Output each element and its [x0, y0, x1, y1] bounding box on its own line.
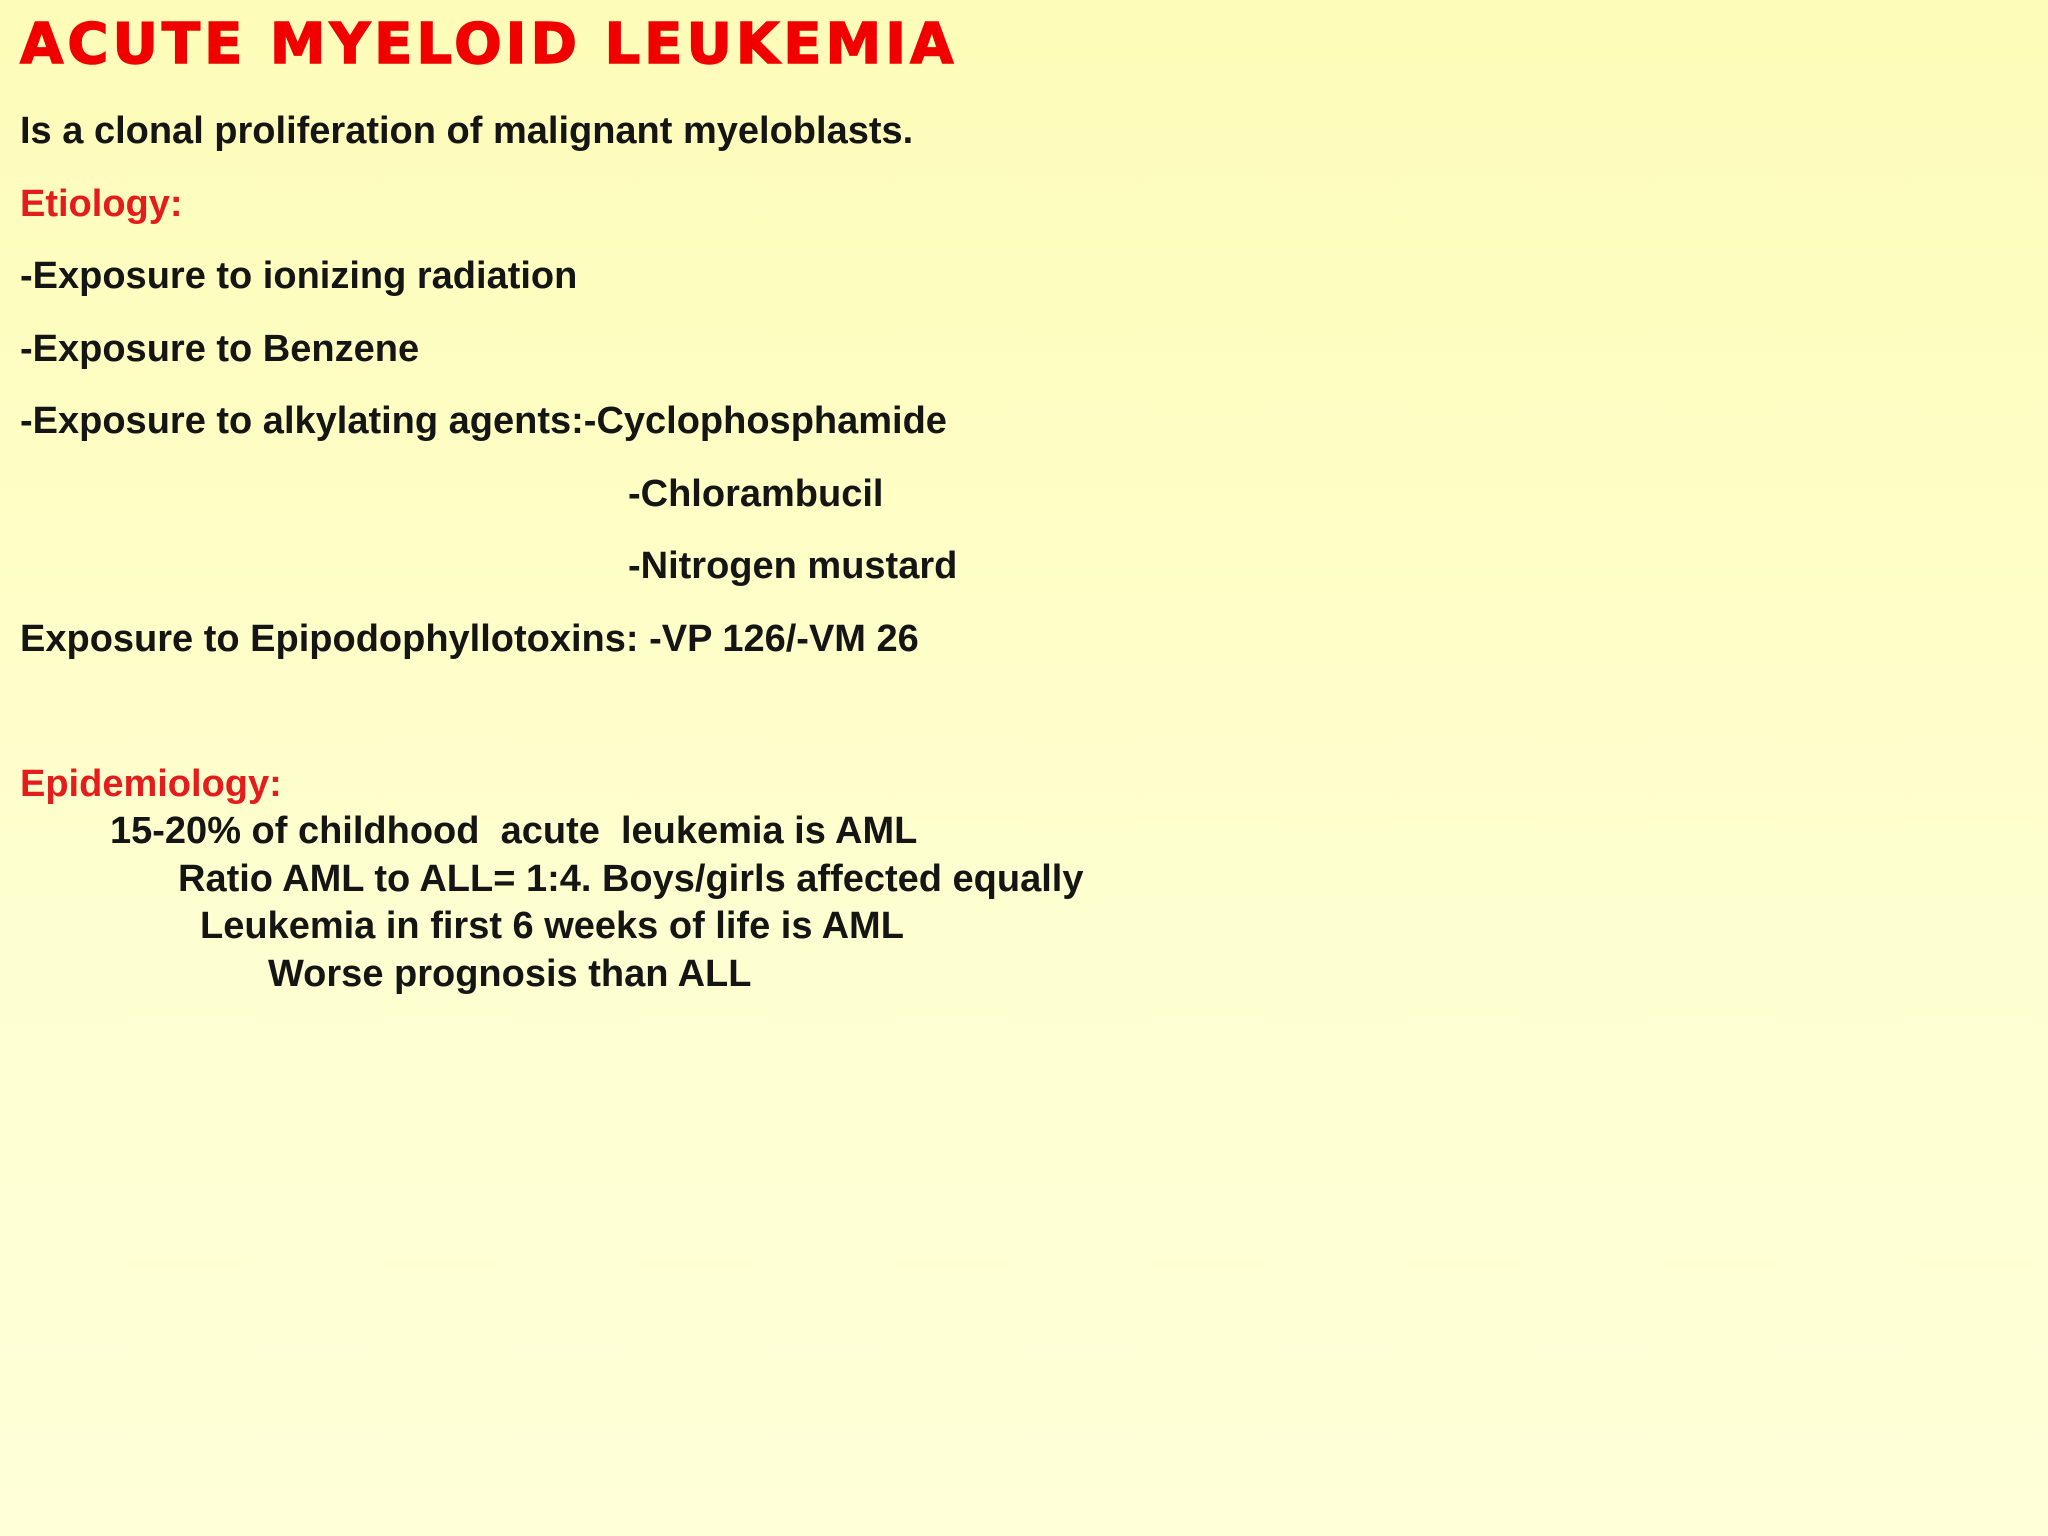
epidemiology-item-childhood: 15-20% of childhood acute leukemia is AML: [110, 810, 918, 852]
etiology-item-epipodophyllotoxins: Exposure to Epipodophyllotoxins: -VP 126/-VM 26: [20, 618, 919, 660]
epidemiology-heading: Epidemiology:: [20, 763, 282, 805]
etiology-item-radiation: -Exposure to ionizing radiation: [20, 255, 578, 297]
definition-text: Is a clonal proliferation of malignant myeloblasts.: [20, 110, 914, 152]
etiology-item-benzene: -Exposure to Benzene: [20, 328, 420, 370]
alkylating-item-chlorambucil: -Chlorambucil: [628, 473, 884, 515]
epidemiology-item-ratio: Ratio AML to ALL= 1:4. Boys/girls affected equally: [178, 858, 1084, 900]
alkylating-item-nitrogen-mustard: -Nitrogen mustard: [628, 545, 958, 587]
slide-title: ACUTE MYELOID LEUKEMIA: [20, 12, 958, 77]
epidemiology-item-first-weeks: Leukemia in first 6 weeks of life is AML: [200, 905, 904, 947]
etiology-heading: Etiology:: [20, 183, 183, 225]
etiology-item-alkylating: -Exposure to alkylating agents:-Cyclophosphamide: [20, 400, 947, 442]
epidemiology-item-prognosis: Worse prognosis than ALL: [268, 953, 752, 995]
